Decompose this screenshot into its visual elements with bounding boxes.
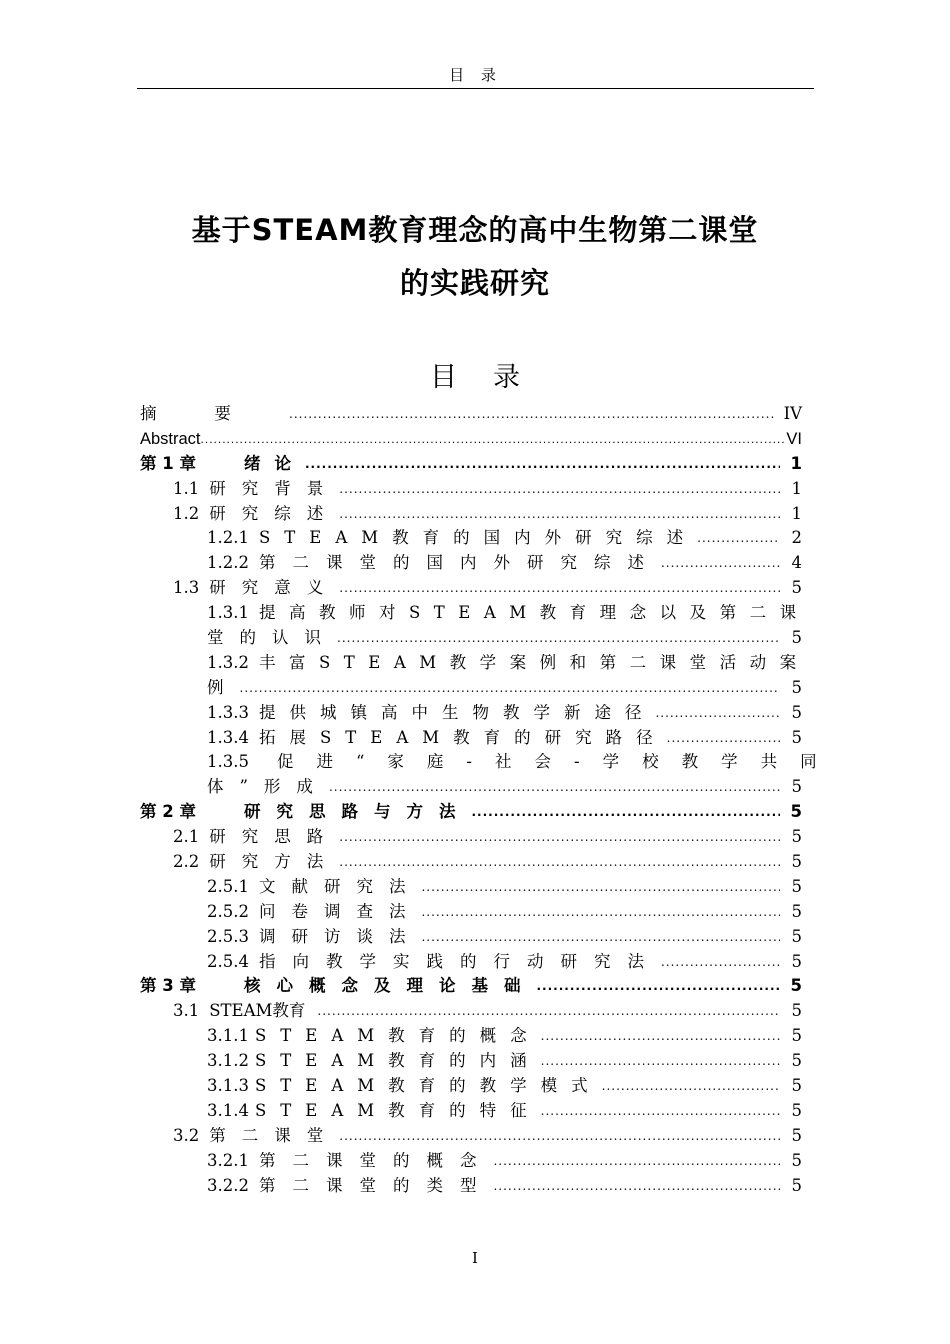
- toc-entry-label: 体”形成: [207, 777, 329, 797]
- toc-entry-number: 1.3.3: [207, 702, 249, 722]
- toc-entry-number: 1.2: [173, 503, 200, 523]
- toc-entry-label: 提供城镇高中生物教学新途径: [258, 702, 656, 722]
- leader-dots: [661, 950, 780, 975]
- leader-dots: [339, 825, 780, 850]
- leader-dots: [339, 1124, 780, 1149]
- toc-entry-number: 3.1.1: [207, 1026, 249, 1046]
- leader-dots: [339, 477, 780, 502]
- toc-entry-number: 1.3.5: [207, 752, 249, 772]
- toc-entry-page: 5: [791, 677, 802, 697]
- toc-entry-page: 5: [791, 1125, 802, 1145]
- toc-entry-number: 2.5.4: [207, 951, 249, 971]
- leader-dots: [329, 775, 780, 800]
- toc-entry-page: 5: [791, 876, 802, 896]
- toc-entry-3-1-3[interactable]: [140, 1074, 802, 1099]
- leader-dots: [655, 701, 780, 726]
- toc-entry-label: 研究综述: [209, 503, 340, 523]
- toc-entry-label: 研究意义: [209, 578, 340, 598]
- toc-entry-3-1-2[interactable]: [140, 1049, 802, 1074]
- page-number: I: [472, 1249, 478, 1267]
- toc-entry-1-3-4[interactable]: [140, 726, 802, 751]
- toc-entry-number: 1.2.1: [207, 528, 249, 548]
- toc-entry-abstract-en[interactable]: [140, 427, 802, 452]
- toc-entry-1-3[interactable]: [140, 576, 802, 601]
- running-header: 目 录: [137, 62, 814, 89]
- toc-entry-number: 1.3.1: [207, 603, 249, 623]
- toc-entry-1-1[interactable]: [140, 477, 802, 502]
- toc-entry-page: 5: [791, 901, 802, 921]
- toc-entry-label: 调研访谈法: [258, 926, 422, 946]
- toc-entry-page: 4: [791, 553, 802, 573]
- leader-dots: [493, 1149, 780, 1174]
- toc-entry-label: 绪论: [243, 453, 305, 473]
- toc-entry-label: Abstract: [140, 429, 201, 448]
- toc-entry-1-3-2-line1[interactable]: [140, 651, 810, 676]
- toc-entry-label: STEAM教育的内涵: [254, 1051, 541, 1071]
- toc-entry-label: STEAM教育: [209, 1001, 306, 1021]
- toc-entry-3-2-1[interactable]: [140, 1149, 802, 1174]
- toc-entry-number: 3.1: [173, 1001, 200, 1021]
- leader-dots: [541, 1099, 780, 1124]
- toc-entry-number: 1.2.2: [207, 553, 249, 573]
- document-title: [0, 204, 950, 310]
- toc-heading-left: 目: [430, 362, 457, 393]
- leader-dots: [661, 551, 780, 576]
- toc-entry-page: 1: [791, 503, 802, 523]
- toc-entry-number: 2.1: [173, 827, 200, 847]
- toc-entry-label: 促进“家庭-社会-学校教学共同: [276, 752, 840, 772]
- toc-entry-number: 第 1 章: [140, 453, 196, 473]
- toc-entry-label: 摘要: [140, 403, 289, 423]
- toc-entry-page: 5: [791, 1150, 802, 1170]
- toc-entry-page: 5: [791, 1001, 802, 1021]
- toc-entry-number: 第 3 章: [140, 976, 196, 996]
- toc-entry-2-1[interactable]: [140, 825, 802, 850]
- table-of-contents: [140, 402, 840, 1199]
- toc-entry-number: 3.1.4: [207, 1100, 249, 1120]
- toc-entry-3-1[interactable]: [140, 999, 802, 1024]
- toc-entry-label: STEAM教育的概念: [254, 1026, 541, 1046]
- toc-entry-label: 拓展STEAM教育的研究路径: [258, 727, 667, 747]
- toc-entry-label: 核心概念及理论基础: [243, 976, 537, 996]
- toc-entry-page: VI: [786, 429, 802, 448]
- toc-entry-1-2[interactable]: [140, 502, 802, 527]
- toc-entry-number: 3.1.3: [207, 1076, 249, 1096]
- toc-entry-page: 5: [790, 802, 802, 822]
- toc-heading-right: 录: [493, 362, 520, 393]
- toc-entry-number: 3.1.2: [207, 1051, 249, 1071]
- leader-dots: [339, 576, 780, 601]
- toc-entry-number: 3.2.2: [207, 1175, 249, 1195]
- title-line-1: 基于STEAM教育理念的高中生物第二课堂: [191, 213, 759, 247]
- leader-dots: [667, 726, 780, 751]
- toc-entry-page: 5: [791, 578, 802, 598]
- toc-entry-label: 问卷调查法: [258, 901, 422, 921]
- toc-entry-label: 第二课堂的概念: [258, 1150, 494, 1170]
- toc-entry-label: 第二课堂的类型: [258, 1175, 494, 1195]
- leader-dots: [493, 1174, 780, 1199]
- toc-entry-page: 5: [790, 976, 802, 996]
- toc-entry-2-2[interactable]: [140, 850, 802, 875]
- toc-entry-label: 丰富STEAM教学案例和第二课堂活动案: [258, 652, 810, 672]
- toc-entry-label: 研究背景: [209, 478, 340, 498]
- toc-entry-page: 5: [791, 926, 802, 946]
- toc-entry-label: 堂的认识: [207, 628, 337, 647]
- toc-entry-page: 5: [791, 1051, 802, 1071]
- toc-entry-2-5-4[interactable]: [140, 950, 802, 975]
- toc-entry-1-3-1-line1[interactable]: [140, 601, 810, 626]
- leader-dots: [541, 1049, 780, 1074]
- toc-heading: [0, 356, 950, 400]
- toc-entry-label: 文献研究法: [258, 876, 422, 896]
- toc-entry-chapter-1[interactable]: [140, 452, 802, 477]
- toc-entry-page: 1: [791, 478, 802, 498]
- toc-entry-3-1-1[interactable]: [140, 1024, 802, 1049]
- leader-dots: [337, 626, 780, 651]
- toc-entry-page: 5: [791, 951, 802, 971]
- toc-entry-page: 5: [791, 628, 802, 647]
- toc-entry-number: 1.3.2: [207, 652, 249, 672]
- toc-entry-page: 5: [791, 1076, 802, 1096]
- toc-entry-page: 5: [791, 827, 802, 847]
- toc-entry-number: 2.2: [173, 852, 200, 872]
- leader-dots: [305, 452, 780, 477]
- leader-dots: [602, 1074, 780, 1099]
- toc-entry-1-2-2[interactable]: [140, 551, 802, 576]
- leader-dots: [201, 427, 785, 452]
- toc-entry-label: STEAM教育的特征: [254, 1100, 541, 1120]
- toc-entry-page: IV: [783, 403, 802, 423]
- toc-entry-page: 5: [791, 852, 802, 872]
- toc-entry-3-2-2[interactable]: [140, 1174, 802, 1199]
- toc-entry-label: 第二课堂的国内外研究综述: [258, 553, 661, 573]
- toc-entry-chapter-3[interactable]: [140, 974, 802, 999]
- toc-entry-chapter-2[interactable]: [140, 800, 802, 825]
- toc-entry-1-3-5-line1[interactable]: [140, 750, 840, 775]
- toc-entry-abstract-cn[interactable]: [140, 402, 802, 427]
- toc-entry-number: 1.3.4: [207, 727, 249, 747]
- toc-entry-page: 5: [791, 702, 802, 722]
- leader-dots: [240, 676, 781, 701]
- toc-entry-label: 例: [207, 677, 240, 697]
- toc-entry-2-5-3[interactable]: [140, 925, 802, 950]
- toc-entry-page: 2: [791, 528, 802, 548]
- toc-entry-3-2[interactable]: [140, 1124, 802, 1149]
- leader-dots: [697, 526, 780, 551]
- title-line-2: 的实践研究: [399, 266, 550, 300]
- toc-entry-number: 第 2 章: [140, 802, 196, 822]
- leader-dots: [421, 900, 780, 925]
- leader-dots: [339, 850, 780, 875]
- leader-dots: [339, 502, 780, 527]
- leader-dots: [317, 999, 780, 1024]
- toc-entry-1-3-5-line2[interactable]: [140, 775, 802, 800]
- toc-entry-number: 1.3: [173, 578, 200, 598]
- toc-entry-3-1-4[interactable]: [140, 1099, 802, 1124]
- leader-dots: [541, 1024, 780, 1049]
- leader-dots: [421, 925, 780, 950]
- toc-entry-2-5-1[interactable]: [140, 875, 802, 900]
- toc-entry-page: 5: [791, 727, 802, 747]
- toc-entry-label: STEAM教育的国内外研究综述: [258, 528, 698, 548]
- toc-entry-label: STEAM教育的教学模式: [254, 1076, 602, 1096]
- toc-entry-label: 提高教师对STEAM教育理念以及第二课: [258, 603, 810, 623]
- leader-dots: [536, 974, 780, 999]
- toc-entry-1-2-1[interactable]: [140, 526, 802, 551]
- toc-entry-label: 指向教学实践的行动研究法: [258, 951, 661, 971]
- toc-entry-number: 1.1: [173, 478, 200, 498]
- toc-entry-number: 2.5.1: [207, 876, 249, 896]
- leader-dots: [421, 875, 780, 900]
- toc-entry-page: 5: [791, 1026, 802, 1046]
- toc-entry-page: 5: [791, 777, 802, 797]
- toc-entry-number: 3.2: [173, 1125, 200, 1145]
- toc-entry-page: 5: [791, 1100, 802, 1120]
- toc-entry-1-3-2-line2[interactable]: [140, 676, 802, 701]
- toc-entry-number: 3.2.1: [207, 1150, 249, 1170]
- toc-entry-page: 1: [790, 453, 802, 473]
- toc-entry-label: 研究思路与方法: [243, 802, 472, 822]
- leader-dots: [289, 402, 776, 427]
- leader-dots: [471, 800, 780, 825]
- toc-entry-number: 2.5.2: [207, 901, 249, 921]
- toc-entry-label: 研究思路: [209, 827, 340, 847]
- toc-entry-page: 5: [791, 1175, 802, 1195]
- toc-entry-label: 研究方法: [209, 852, 340, 872]
- toc-entry-1-3-3[interactable]: [140, 701, 802, 726]
- toc-entry-1-3-1-line2[interactable]: [140, 626, 802, 651]
- toc-entry-number: 2.5.3: [207, 926, 249, 946]
- toc-entry-label: 第二课堂: [209, 1125, 340, 1145]
- toc-entry-2-5-2[interactable]: [140, 900, 802, 925]
